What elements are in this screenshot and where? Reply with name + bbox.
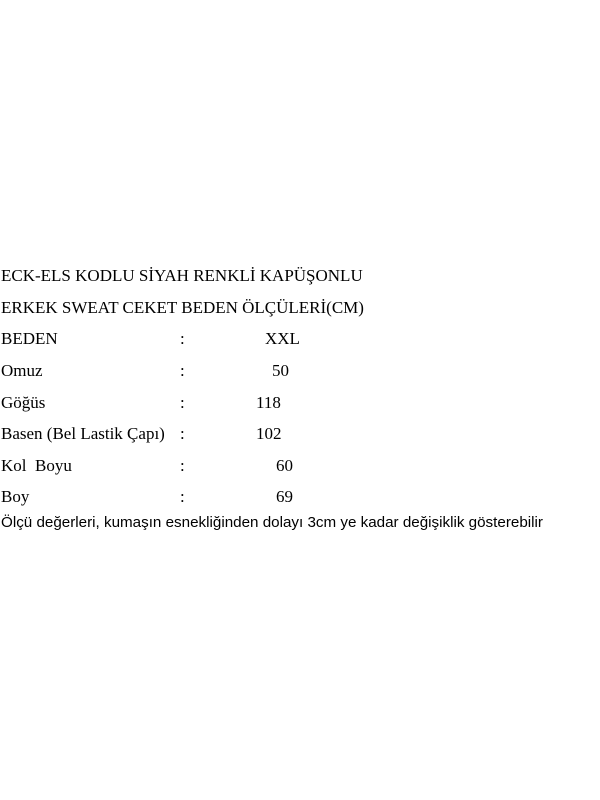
row-value: 50 [272, 361, 289, 380]
row-separator: : [180, 329, 185, 348]
row-separator: : [180, 424, 185, 443]
size-row-boy [0, 487, 600, 509]
row-label: Kol Boyu [1, 456, 72, 475]
row-separator: : [180, 456, 185, 475]
title-line-1: ECK-ELS KODLU SİYAH RENKLİ KAPÜŞONLU [1, 266, 363, 285]
row-label: Basen (Bel Lastik Çapı) [1, 424, 165, 443]
row-separator: : [180, 487, 185, 506]
row-label: Boy [1, 487, 30, 506]
tolerance-note: Ölçü değerleri, kumaşın esnekliğinden dolayı 3cm ye kadar değişiklik gösterebilir [1, 514, 543, 531]
size-row-omuz [0, 361, 600, 383]
row-label: Göğüs [1, 393, 46, 412]
size-row-beden [0, 329, 600, 351]
size-row-basen [0, 424, 600, 446]
row-value: XXL [265, 329, 300, 348]
row-label: Omuz [1, 361, 43, 380]
row-label: BEDEN [1, 329, 58, 348]
row-value: 60 [276, 456, 293, 475]
size-row-gogus [0, 393, 600, 415]
row-separator: : [180, 393, 185, 412]
row-value: 118 [256, 393, 281, 412]
row-separator: : [180, 361, 185, 380]
row-value: 102 [256, 424, 282, 443]
row-value: 69 [276, 487, 293, 506]
size-row-kol-boyu [0, 456, 600, 478]
title-line-2: ERKEK SWEAT CEKET BEDEN ÖLÇÜLERİ(CM) [1, 298, 364, 317]
